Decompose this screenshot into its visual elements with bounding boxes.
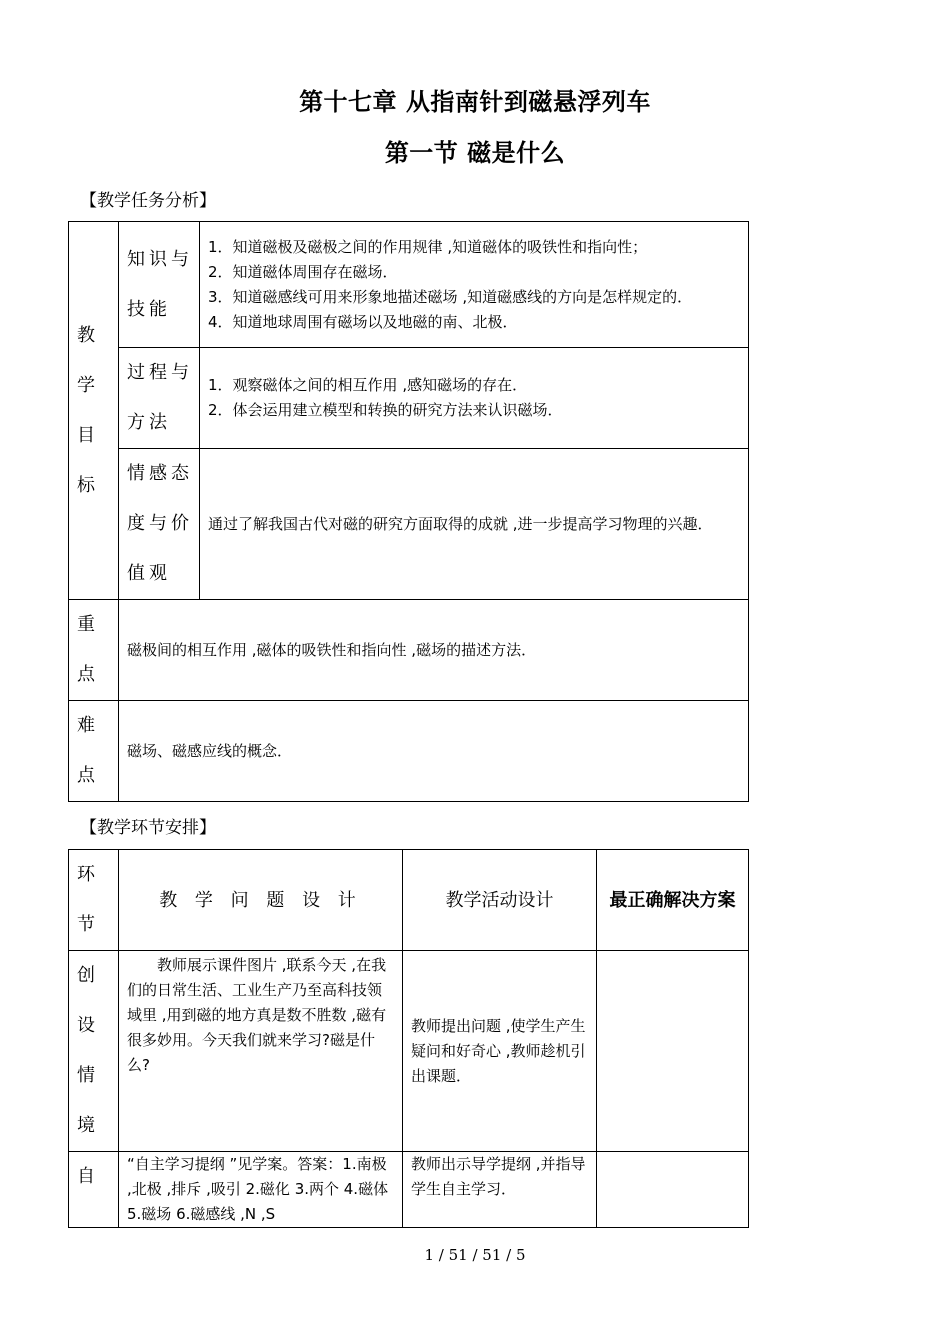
stage-cell: 自 <box>69 1152 119 1228</box>
activity-header: 教学活动设计 <box>403 850 597 951</box>
list-item: 1．知道磁极及磁极之间的作用规律 ,知道磁体的吸铁性和指向性； <box>208 237 648 256</box>
section-title: 第一节 磁是什么 <box>384 139 566 167</box>
design-cell: 教师展示课件图片 ,联系今天 ,在我们的日常生活、工业生产乃至高科技领域里 ,用到磁的地方真是数不胜数 ,磁有很多妙用。今天我们就来学习?磁是什么? <box>119 951 403 1152</box>
stage-cell: 创 设 情 境 <box>69 951 119 1152</box>
solution-header: 最正确解决方案 <box>597 850 749 951</box>
solution-cell <box>597 951 749 1152</box>
section-heading-teaching-steps: 【教学环节安排】 <box>80 818 216 838</box>
solution-cell <box>597 1152 749 1228</box>
design-cell: “自主学习提纲 ”见学案。答案：1.南极 ,北极 ,排斥 ,吸引 2.磁化 3.两个 4.磁体 5.磁场 6.磁感线 ,N ,S <box>119 1152 403 1228</box>
emotion-content: 通过了解我国古代对磁的研究方面取得的成就 ,进一步提高学习物理的兴趣． <box>200 449 749 600</box>
design-header: 教 学 问 题 设 计 <box>119 850 403 951</box>
knowledge-content <box>200 222 749 348</box>
page-number: 1 / 51 / 51 / 5 <box>424 1246 526 1264</box>
list-item: 2．知道磁体周围存在磁场． <box>208 262 398 281</box>
knowledge-label: 知识与 技能 <box>119 222 200 348</box>
list-item: 4．知道地球周围有磁场以及地磁的南、北极． <box>208 312 518 331</box>
stage-header: 环 节 <box>69 850 119 951</box>
teaching-steps-table <box>68 849 749 1228</box>
difficulty-label: 难 点 <box>69 701 119 802</box>
process-label: 过程与 方法 <box>119 348 200 449</box>
process-content <box>200 348 749 449</box>
key-point-label: 重 点 <box>69 600 119 701</box>
section-heading-task-analysis: 【教学任务分析】 <box>80 191 216 211</box>
difficulty-content: 磁场、磁感应线的概念． <box>119 701 749 802</box>
list-item: 1．观察磁体之间的相互作用 ,感知磁场的存在． <box>208 376 528 394</box>
key-point-content: 磁极间的相互作用 ,磁体的吸铁性和指向性 ,磁场的描述方法． <box>119 600 749 701</box>
emotion-label: 情感态 度与价 值观 <box>119 449 200 600</box>
task-analysis-table <box>68 221 749 802</box>
activity-cell: 教师出示导学提纲 ,并指导学生自主学习． <box>403 1152 597 1228</box>
activity-cell: 教师提出问题 ,使学生产生疑问和好奇心 ,教师趁机引出课题． <box>403 951 597 1152</box>
chapter-title: 第十七章 从指南针到磁悬浮列车 <box>299 88 651 116</box>
list-item: 3．知道磁感线可用来形象地描述磁场 ,知道磁感线的方向是怎样规定的． <box>208 287 693 306</box>
list-item: 2．体会运用建立模型和转换的研究方法来认识磁场． <box>208 401 563 419</box>
goals-label: 教 学 目 标 <box>69 222 119 600</box>
